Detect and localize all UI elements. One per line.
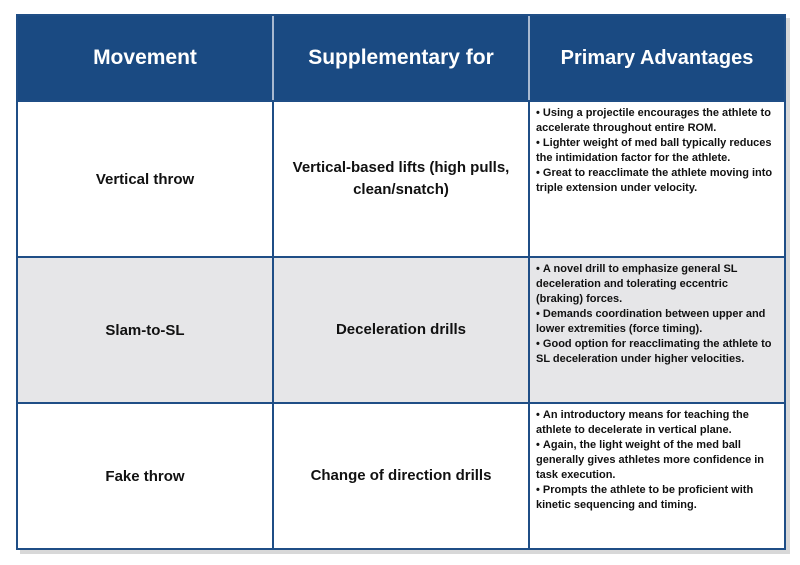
- table-header-row: [18, 16, 784, 100]
- movement-cell: Vertical throw: [18, 102, 274, 256]
- list-item: • Great to reacclimate the athlete moving into triple extension under velocity.: [536, 166, 776, 196]
- list-item: • Lighter weight of med ball typically reduces the intimidation factor for the athlete.: [536, 136, 776, 166]
- movement-table: [16, 14, 786, 550]
- advantages-list: [536, 262, 776, 367]
- movement-cell: Fake throw: [18, 404, 274, 548]
- table-row: [18, 256, 784, 402]
- list-item: • Again, the light weight of the med ball generally gives athletes more confidence in task execution.: [536, 438, 776, 483]
- table-row: [18, 402, 784, 548]
- header-supplementary: Supplementary for: [274, 16, 530, 100]
- advantages-list: [536, 106, 776, 196]
- list-item: • A novel drill to emphasize general SL deceleration and tolerating eccentric (braking) forces.: [536, 262, 776, 307]
- advantages-cell: [530, 404, 784, 548]
- header-advantages: Primary Advantages: [560, 46, 754, 69]
- list-item: • Good option for reacclimating the athlete to SL deceleration under higher velocities.: [536, 337, 776, 367]
- advantages-list: [536, 408, 776, 513]
- movement-cell: Slam-to-SL: [18, 258, 274, 402]
- list-item: • Prompts the athlete to be proficient with kinetic sequencing and timing.: [536, 483, 776, 513]
- table-row: [18, 100, 784, 256]
- advantages-cell: [530, 258, 784, 402]
- advantages-cell: [530, 102, 784, 256]
- list-item: • Demands coordination between upper and lower extremities (force timing).: [536, 307, 776, 337]
- supplementary-cell: Deceleration drills: [274, 258, 530, 402]
- list-item: • Using a projectile encourages the athlete to accelerate throughout entire ROM.: [536, 106, 776, 136]
- supplementary-cell: Change of direction drills: [274, 404, 530, 548]
- header-movement: Movement: [18, 16, 274, 100]
- list-item: • An introductory means for teaching the athlete to decelerate in vertical plane.: [536, 408, 776, 438]
- supplementary-cell: Vertical-based lifts (high pulls, clean/snatch): [274, 102, 530, 256]
